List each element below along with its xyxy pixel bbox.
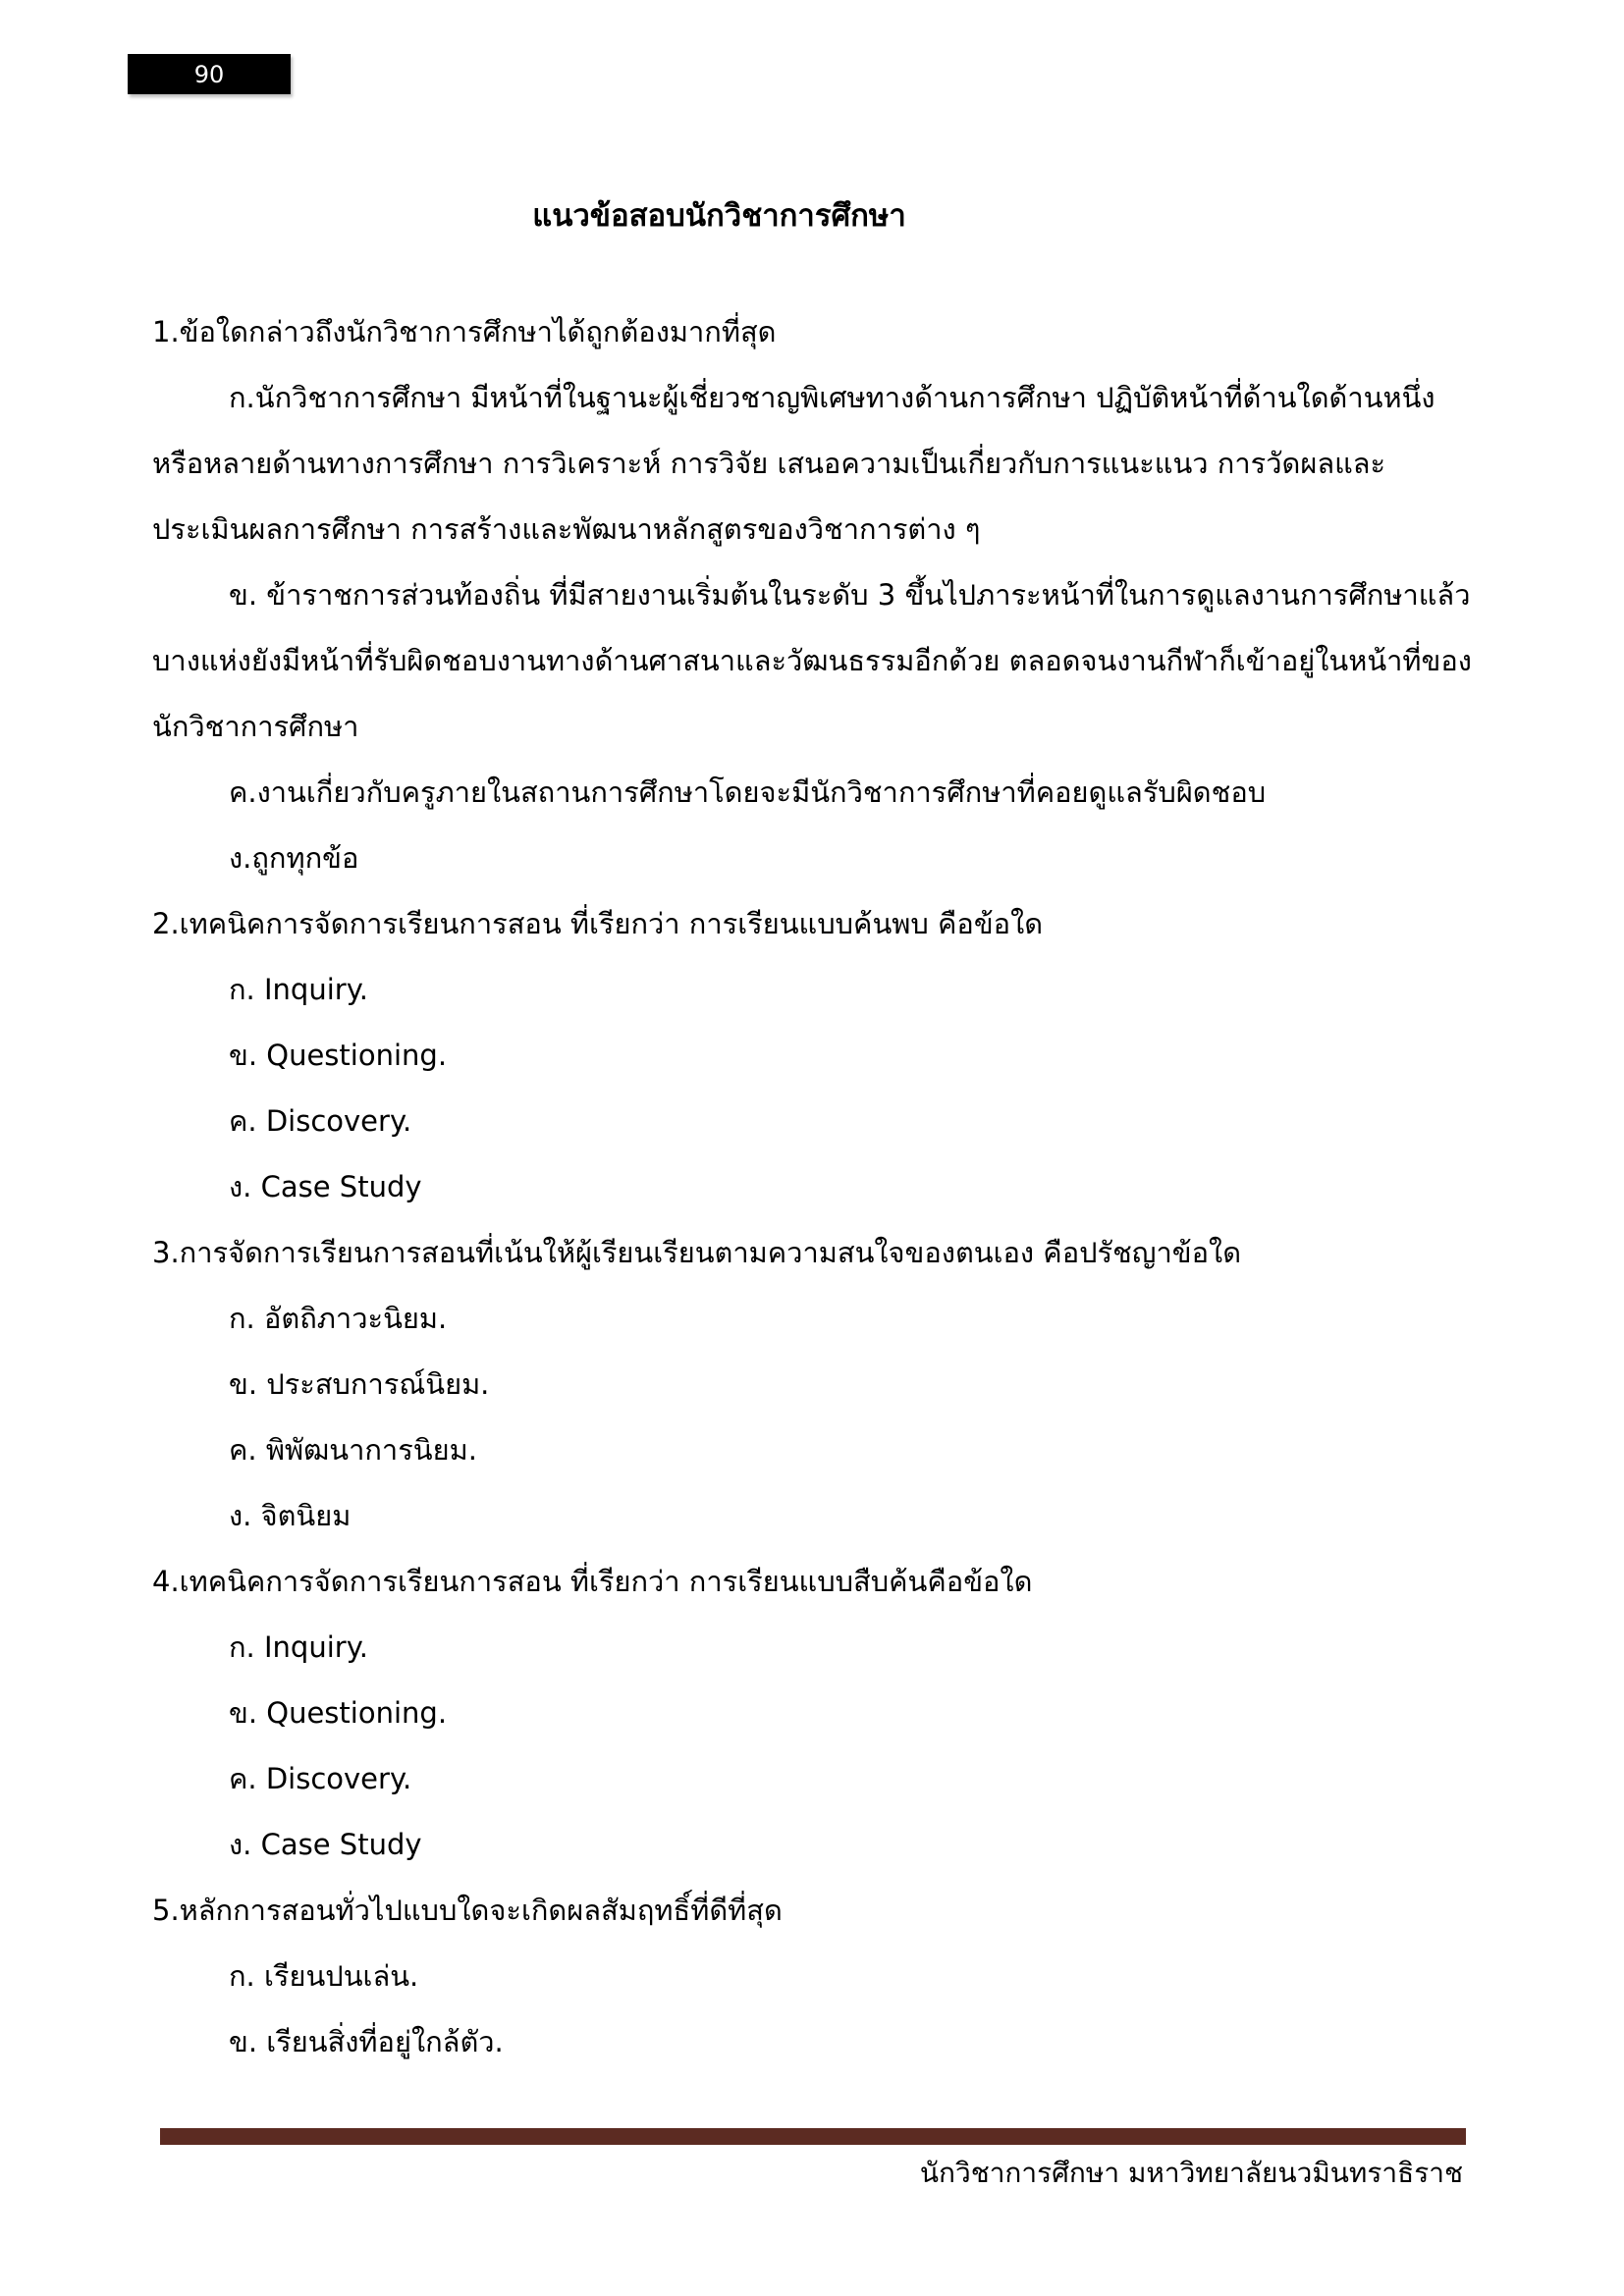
- answer-option: ค. Discovery.: [229, 1104, 412, 1138]
- answer-option: ง.ถูกทุกข้อ: [229, 841, 359, 875]
- answer-option: ข. ประสบการณ์นิยม.: [229, 1367, 490, 1401]
- answer-option: ข. Questioning.: [229, 1696, 448, 1730]
- question-text: 1.ข้อใดกล่าวถึงนักวิชาการศึกษาได้ถูกต้องมากที่สุด: [152, 315, 777, 348]
- exam-body: [152, 299, 1478, 2075]
- page-title: แนวข้อสอบนักวิชาการศึกษา: [532, 198, 906, 234]
- question-text: 4.เทคนิคการจัดการเรียนการสอน ที่เรียกว่า การเรียนแบบสืบค้นคือข้อใด: [152, 1565, 1033, 1598]
- answer-option: ง. Case Study: [229, 1170, 422, 1203]
- answer-option: ง. จิตนิยม: [229, 1499, 352, 1532]
- answer-option: ก. Inquiry.: [229, 973, 368, 1006]
- answer-option: ข. ข้าราชการส่วนท้องถิ่น ที่มีสายงานเริ่มต้นในระดับ 3 ขึ้นไปภาระหน้าที่ในการดูแลงานการศึกษาแล้วบางแห่งยังมีหน้าที่รับผิดชอบงานทางด้านศาสนาและวัฒนธรรมอีกด้วย ตลอดจนงานกีฬาก็เข้าอยู่ในหน้าที่ของนักวิชาการศึกษา: [152, 578, 1472, 743]
- answer-option: ก. อัตถิภาวะนิยม.: [229, 1302, 448, 1335]
- answer-option: ค.งานเกี่ยวกับครูภายในสถานการศึกษาโดยจะมีนักวิชาการศึกษาที่คอยดูแลรับผิดชอบ: [229, 775, 1267, 809]
- question-text: 2.เทคนิคการจัดการเรียนการสอน ที่เรียกว่า การเรียนแบบค้นพบ คือข้อใด: [152, 907, 1044, 940]
- page-number-badge: [128, 54, 291, 94]
- answer-option: ข. เรียนสิ่งที่อยู่ใกล้ตัว.: [229, 2025, 504, 2058]
- answer-option: ค. Discovery.: [229, 1762, 412, 1795]
- answer-option: ข. Questioning.: [229, 1039, 448, 1072]
- answer-option: ก. เรียนปนเล่น.: [229, 1959, 419, 1993]
- answer-option: ก. Inquiry.: [229, 1630, 368, 1664]
- answer-option: ง. Case Study: [229, 1828, 422, 1861]
- question-text: 5.หลักการสอนทั่วไปแบบใดจะเกิดผลสัมฤทธิ์ที่ดีที่สุด: [152, 1894, 783, 1927]
- answer-option: ก.นักวิชาการศึกษา มีหน้าที่ในฐานะผู้เชี่ยวชาญพิเศษทางด้านการศึกษา ปฏิบัติหน้าที่ด้านใดด้านหนึ่งหรือหลายด้านทางการศึกษา การวิเคราะห์ การวิจัย เสนอความเป็นเกี่ยวกับการแนะแนว การวัดผลและประเมินผลการศึกษา การสร้างและพัฒนาหลักสูตรของวิชาการต่าง ๆ: [152, 381, 1435, 546]
- footer-divider-bar: [160, 2128, 1466, 2145]
- question-text: 3.การจัดการเรียนการสอนที่เน้นให้ผู้เรียนเรียนตามความสนใจของตนเอง คือปรัชญาข้อใด: [152, 1236, 1242, 1269]
- answer-option: ค. พิพัฒนาการนิยม.: [229, 1433, 477, 1467]
- page-number: 90: [193, 60, 225, 88]
- footer-text: นักวิชาการศึกษา มหาวิทยาลัยนวมินทราธิราช: [919, 2157, 1463, 2189]
